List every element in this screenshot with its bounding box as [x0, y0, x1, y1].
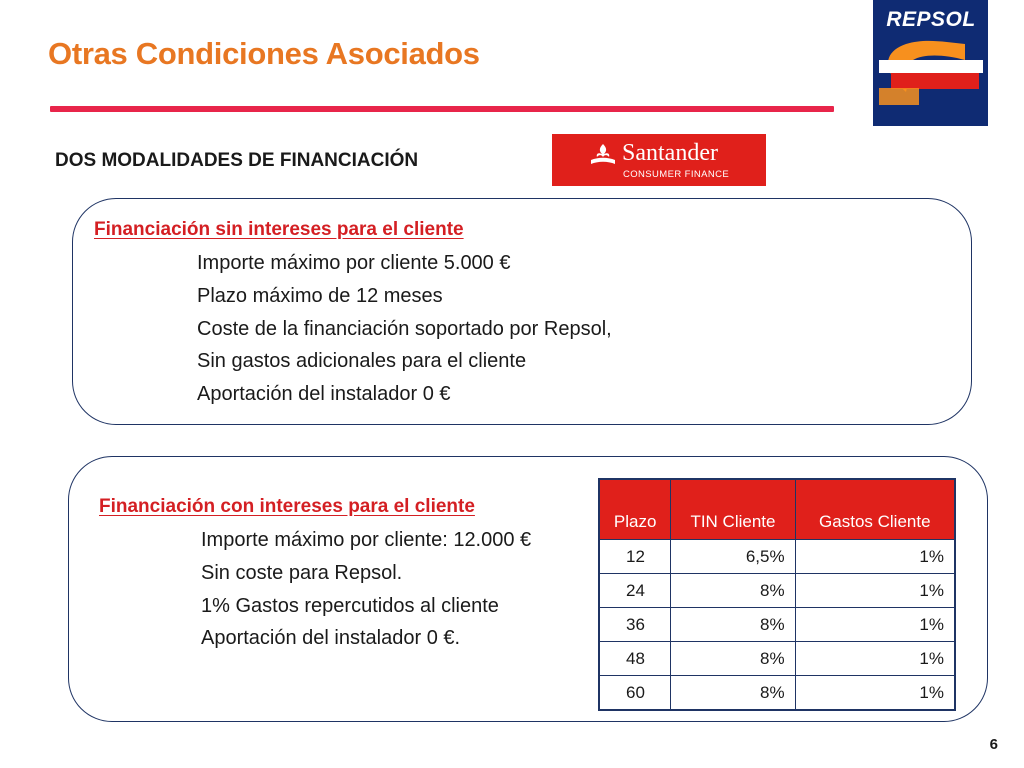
list-item: Sin gastos adicionales para el cliente — [197, 350, 527, 373]
heading-no-interest: Financiación sin intereses para el cliente — [94, 219, 464, 240]
page-title: Otras Condiciones Asociados — [48, 36, 480, 71]
cell-gastos: 1% — [795, 540, 955, 574]
list-item: Coste de la financiación soportado por Repsol, — [197, 317, 612, 340]
page-number: 6 — [989, 736, 998, 753]
list-no-interest — [197, 247, 612, 411]
table-row — [599, 574, 955, 608]
santander-logo-sub: CONSUMER FINANCE — [623, 169, 730, 180]
cell-gastos: 1% — [795, 642, 955, 676]
cell-gastos: 1% — [795, 608, 955, 642]
list-item: Aportación del instalador 0 € — [197, 383, 451, 406]
list-item: Sin coste para Repsol. — [201, 561, 403, 584]
list-item: 1% Gastos repercutidos al cliente — [201, 594, 499, 617]
cell-tin: 8% — [671, 574, 795, 608]
cell-plazo: 48 — [599, 642, 671, 676]
table-row — [599, 540, 955, 574]
santander-flame-icon — [588, 142, 618, 168]
title-divider — [50, 106, 834, 112]
list-item: Plazo máximo de 12 meses — [197, 284, 443, 307]
cell-tin: 6,5% — [671, 540, 795, 574]
list-item: Importe máximo por cliente 5.000 € — [197, 252, 511, 274]
list-with-interest — [201, 524, 531, 655]
cell-plazo: 36 — [599, 608, 671, 642]
cell-tin: 8% — [671, 676, 795, 711]
table-row — [599, 676, 955, 711]
cell-plazo: 60 — [599, 676, 671, 711]
repsol-logo — [873, 0, 988, 126]
repsol-logo-mark — [873, 0, 988, 126]
cell-plazo: 12 — [599, 540, 671, 574]
header-gastos: Gastos Cliente — [795, 479, 955, 540]
cell-gastos: 1% — [795, 574, 955, 608]
santander-logo — [552, 134, 766, 186]
cell-gastos: 1% — [795, 676, 955, 711]
section-subtitle: DOS MODALIDADES DE FINANCIACIÓN — [55, 150, 419, 171]
repsol-logo-text: REPSOL — [886, 8, 976, 31]
table-row — [599, 608, 955, 642]
heading-with-interest: Financiación con intereses para el cliente — [99, 496, 475, 517]
header-plazo: Plazo — [599, 479, 671, 540]
list-item: Importe máximo por cliente: 12.000 € — [201, 529, 532, 551]
santander-logo-name: Santander — [622, 140, 718, 166]
rates-table — [598, 478, 956, 711]
cell-tin: 8% — [671, 608, 795, 642]
table-row — [599, 642, 955, 676]
header-tin: TIN Cliente — [671, 479, 795, 540]
list-item: Aportación del instalador 0 €. — [201, 627, 461, 650]
cell-tin: 8% — [671, 642, 795, 676]
table-header-row — [599, 479, 955, 540]
cell-plazo: 24 — [599, 574, 671, 608]
